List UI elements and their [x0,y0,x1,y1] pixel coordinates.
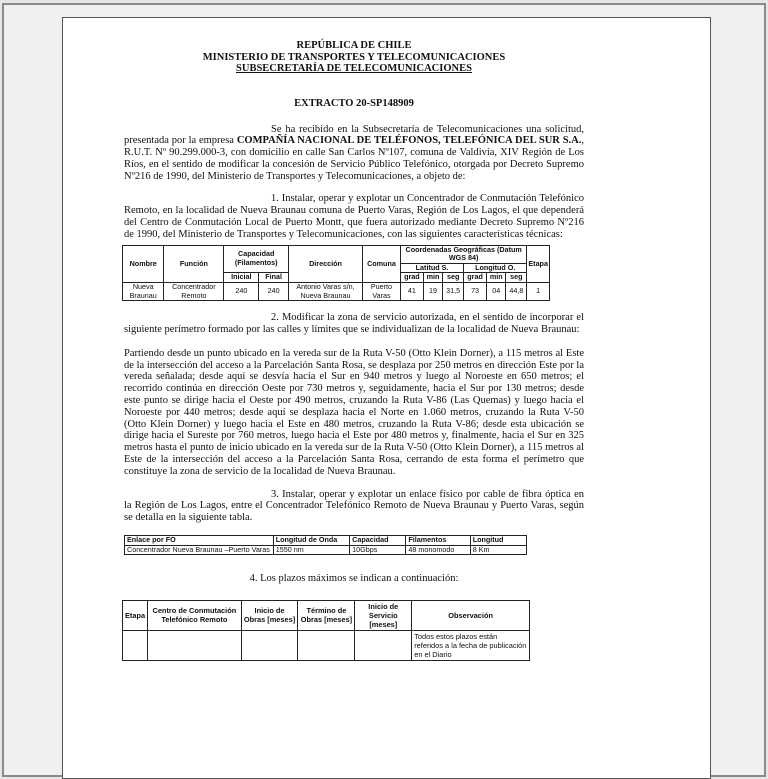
th-termino-obras: Término de Obras [meses] [298,600,355,630]
header-ministry: MINISTERIO DE TRANSPORTES Y TELECOMUNICACIONES [202,51,506,63]
intro-text-b: , R.U.T. Nº 90.299.000-3, con domicilio en calle San Carlos Nº107, comuna de Valdivia, XIV Región de Los Ríos, en el sentido de modificar la concesión de Servicio Público Telefónico, otorgada por Decreto Supremo Nº216 de 1990, del Ministerio de Transportes y Telecomunicaciones, a objeto de: [124,135,584,182]
th-lat-min: min [423,273,442,283]
th-funcion: Función [164,245,224,282]
th-comuna: Comuna [362,245,400,282]
item-3-paragraph: 3. Instalar, operar y explotar un enlace físico por cable de fibra óptica en la Región de Los Lagos, entre el Concentrador Telefónico Remoto de Nueva Braunau y Puerto Varas, según se detalla en la siguiente tabla. [124,488,584,524]
cell-inicial: 240 [224,283,259,301]
th-lat-seg: seg [443,273,464,283]
th-longitud: Longitud [470,535,526,545]
deadlines-table [122,600,530,661]
item-1-paragraph: 1. Instalar, operar y explotar un Concentrador de Conmutación Telefónico Remoto, en la localidad de Nueva Braunau comuna de Puerto Varas, Región de Los Lagos, el que dependerá del Centro de Conmutación Local de Puerto Montt, que fuera autorizado mediante Decreto Supremo Nº216 de 1990, del Ministerio de Transportes y Telecomunicaciones, con las siguientes características técnicas: [124,193,584,240]
th-longitud: Longitud O. [464,263,527,273]
cell-lon-grad: 73 [464,283,487,301]
cell-observacion: Todos estos plazos están referidos a la fecha de publicación en el Diario [412,630,530,660]
intro-text-a: Se ha recibido en la Subsecretaría de Telecomunicaciones una solicitud, presentada por la empresa [124,123,584,147]
th-lon-min: min [487,273,506,283]
company-name: COMPAÑÍA NACIONAL DE TELÉFONOS, TELEFÓNICA DEL SUR S.A. [236,135,582,147]
cell-etapa: 1 [527,283,550,301]
cell-longitud: 8 Km [470,545,526,555]
header-subsecretariat: SUBSECRETARÍA DE TELECOMUNICACIONES [236,63,472,74]
th-centro: Centro de Conmutación Telefónico Remoto [148,600,241,630]
cell-lat-grad: 41 [400,283,423,301]
th-capacidad-fo: Capacidad [350,535,406,545]
item-4-paragraph: 4. Los plazos máximos se indican a continuación: [249,573,459,585]
header-republic: REPÚBLICA DE CHILE [296,40,412,51]
th-capacidad: Capacidad (Filamentos) [224,245,289,273]
document-content [124,40,584,661]
cell-centro [148,630,241,660]
th-etapa: Etapa [527,245,550,282]
item-2-paragraph: 2. Modificar la zona de servicio autorizada, en el sentido de incorporar el siguiente perímetro formado por las calles y límites que se individualizan de la localidad de Nueva Braunau: [124,312,584,336]
fiber-link-table [124,535,527,555]
cell-comuna: Puerto Varas [362,283,400,301]
cell-direccion: Antonio Varas s/n, Nueva Braunau [289,283,363,301]
th-longitud-onda: Longitud de Onda [273,535,349,545]
th-lon-grad: grad [464,273,487,283]
th-nombre: Nombre [123,245,164,282]
th-inicio-obras: Inicio de Obras [meses] [241,600,298,630]
th-latitud: Latitud S. [400,263,463,273]
table-row [125,545,527,555]
th-etapa-plazo: Etapa [123,600,148,630]
document-header [124,40,584,75]
cell-longitud-onda: 1550 nm [273,545,349,555]
cell-capacidad-fo: 10Gbps [350,545,406,555]
cell-lon-seg: 44,8 [506,283,527,301]
th-coordenadas: Coordenadas Geográficas (Datum WGS 84) [400,245,526,263]
th-enlace: Enlace por FO [125,535,274,545]
cell-inicio-servicio [355,630,412,660]
cell-filamentos: 48 monomodo [406,545,470,555]
th-observacion: Observación [412,600,530,630]
th-filamentos: Filamentos [406,535,470,545]
th-final: Final [259,273,289,283]
cell-nombre: Nueva Braunau [123,283,164,301]
cell-lat-min: 19 [423,283,442,301]
extract-title: EXTRACTO 20-SP148909 [294,97,414,109]
cell-enlace: Concentrador Nueva Braunau –Puerto Varas [125,545,274,555]
cell-final: 240 [259,283,289,301]
cell-lat-seg: 31,5 [443,283,464,301]
cell-termino-obras [298,630,355,660]
cell-funcion: Concentrador Remoto [164,283,224,301]
th-inicio-servicio: Inicio de Servicio [meses] [355,600,412,630]
th-direccion: Dirección [289,245,363,282]
cell-lon-min: 04 [487,283,506,301]
th-lon-seg: seg [506,273,527,283]
perimeter-paragraph: Partiendo desde un punto ubicado en la vereda sur de la Ruta V-50 (Otto Klein Dorner), a 115 metros al Este de la intersección del acceso a la Parcelación Santa Rosa, se desplaza por 250 metros en dirección Este por la vereda señalada; desde aquí se desvía hacia el Sur en 940 metros y luego al Noroeste en 650 metros; el recorrido continúa en dirección Oeste por 730 metros y, seguidamente, hacia el Sur por 130 metros; desde este punto se dirige hacia el Oeste por 490 metros, cruzando la Ruta V-86 (Las Quemas) y luego hacia el Noroeste por 440 metros; desde aquí se desplaza hacia el Norte en 1.060 metros, cruzando la Ruta V-50 (Otto Klein Dorner) y luego hacia el Este en 480 metros, cruzando la Ruta V-86; desde esta ubicación se dirige hacia el Sureste por 760 metros, luego hacia el Este por 480 metros y, finalmente, hacia el Sur en 325 metros hasta el punto de inicio ubicado en la vereda sur de la Ruta V-50 (Otto Klein Dorner), a 115 metros al Este de la intersección del acceso a la Parcelación Santa Rosa, cerrando de esta forma el perímetro que constituye la zona de servicio de la localidad de Nueva Braunau. [124,347,584,477]
cell-etapa-plazo [123,630,148,660]
table-row [123,630,530,660]
concentrator-table [122,245,550,302]
table-row [123,283,550,301]
th-lat-grad: grad [400,273,423,283]
th-inicial: Inicial [224,273,259,283]
intro-paragraph [124,124,584,183]
cell-inicio-obras [241,630,298,660]
